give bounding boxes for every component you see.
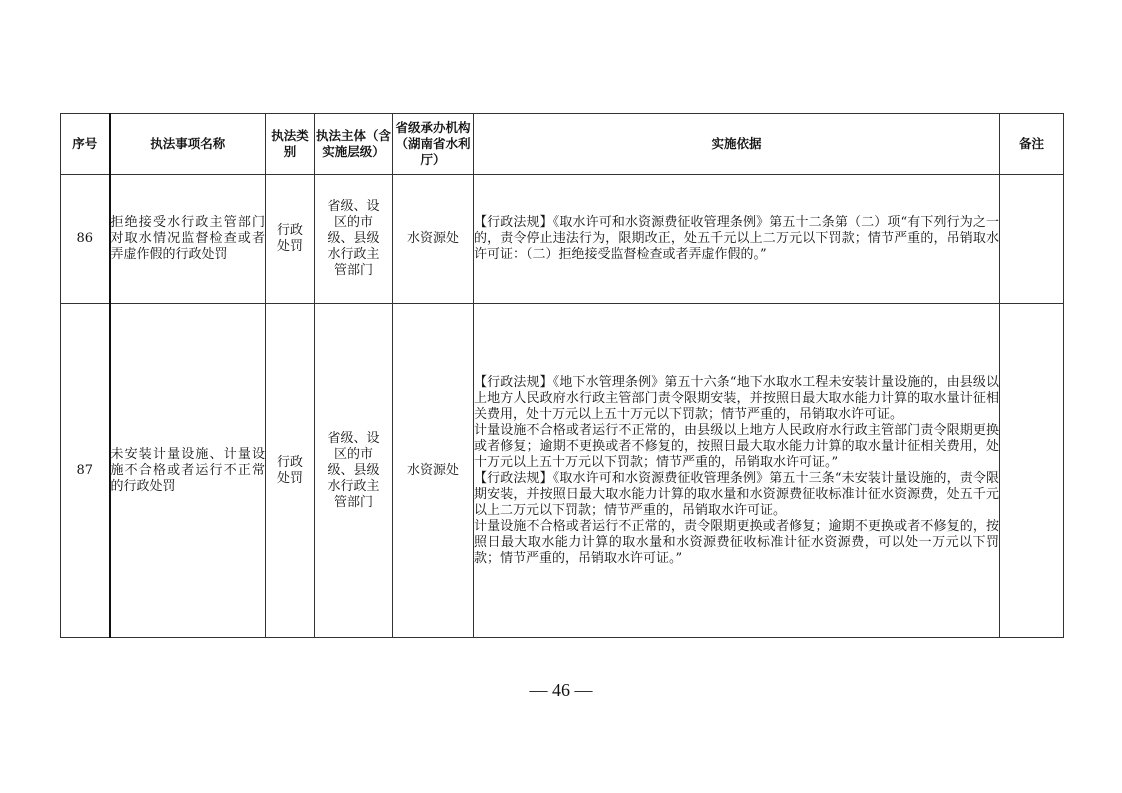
row-subject: 省级、设区的市级、县级水行政主管部门	[315, 304, 393, 638]
header-no: 序号	[61, 114, 110, 175]
row-category: 行政处罚	[266, 304, 315, 638]
row-remark	[1000, 304, 1064, 638]
row-no: 86	[61, 175, 110, 304]
row-basis	[474, 304, 1000, 638]
basis-paragraph: 【行政法规】《取水许可和水资源费征收管理条例》第五十二条第（二）项“有下列行为之一的，责令停止违法行为，限期改正，处五千元以上二万元以下罚款；情节严重的，吊销取水许可证：（二）拒绝接受监督检查或者弄虚作假的。”	[474, 215, 999, 262]
header-remark: 备注	[1000, 114, 1064, 175]
basis-paragraph: 【行政法规】《地下水管理条例》第五十六条“地下水取水工程未安装计量设施的，由县级以上地方人民政府水行政主管部门责令限期安装，并按照日最大取水能力计算的取水量计征相关费用，处十万元以上五十万元以下罚款；情节严重的，吊销取水许可证。	[474, 374, 999, 422]
basis-paragraph: 计量设施不合格或者运行不正常的，责令限期更换或者修复；逾期不更换或者不修复的，按照日最大取水能力计算的取水量和水资源费征收标准计征水资源费，可以处一万元以下罚款；情节严重的，吊销取水许可证。”	[474, 518, 999, 566]
basis-paragraph: 计量设施不合格或者运行不正常的，由县级以上地方人民政府水行政主管部门责令限期更换或者修复；逾期不更换或者不修复的，按照日最大取水能力计算的取水量计征相关费用，处十万元以上五十万元以下罚款；情节严重的，吊销取水许可证。”	[474, 422, 999, 470]
header-category: 执法类别	[266, 114, 315, 175]
row-item: 拒绝接受水行政主管部门对取水情况监督检查或者弄虚作假的行政处罚	[110, 175, 266, 304]
row-item: 未安装计量设施、计量设施不合格或者运行不正常的行政处罚	[110, 304, 266, 638]
header-item: 执法事项名称	[110, 114, 266, 175]
header-subject: 执法主体（含实施层级）	[315, 114, 393, 175]
header-organ: 省级承办机构（湖南省水利厅）	[393, 114, 474, 175]
table-row	[61, 175, 1064, 304]
row-remark	[1000, 175, 1064, 304]
row-no: 87	[61, 304, 110, 638]
table-header-row	[61, 114, 1064, 175]
row-subject: 省级、设区的市级、县级水行政主管部门	[315, 175, 393, 304]
table-row	[61, 304, 1064, 638]
row-category: 行政处罚	[266, 175, 315, 304]
basis-paragraph: 【行政法规】《取水许可和水资源费征收管理条例》第五十三条“未安装计量设施的，责令限期安装，并按照日最大取水能力计算的取水量和水资源费征收标准计征水资源费，处五千元以上二万元以下罚款；情节严重的，吊销取水许可证。	[474, 470, 999, 518]
row-basis	[474, 175, 1000, 304]
enforcement-table	[60, 113, 1064, 638]
row-organ: 水资源处	[393, 304, 474, 638]
row-organ: 水资源处	[393, 175, 474, 304]
page-number: — 46 —	[529, 680, 593, 700]
header-basis: 实施依据	[474, 114, 1000, 175]
